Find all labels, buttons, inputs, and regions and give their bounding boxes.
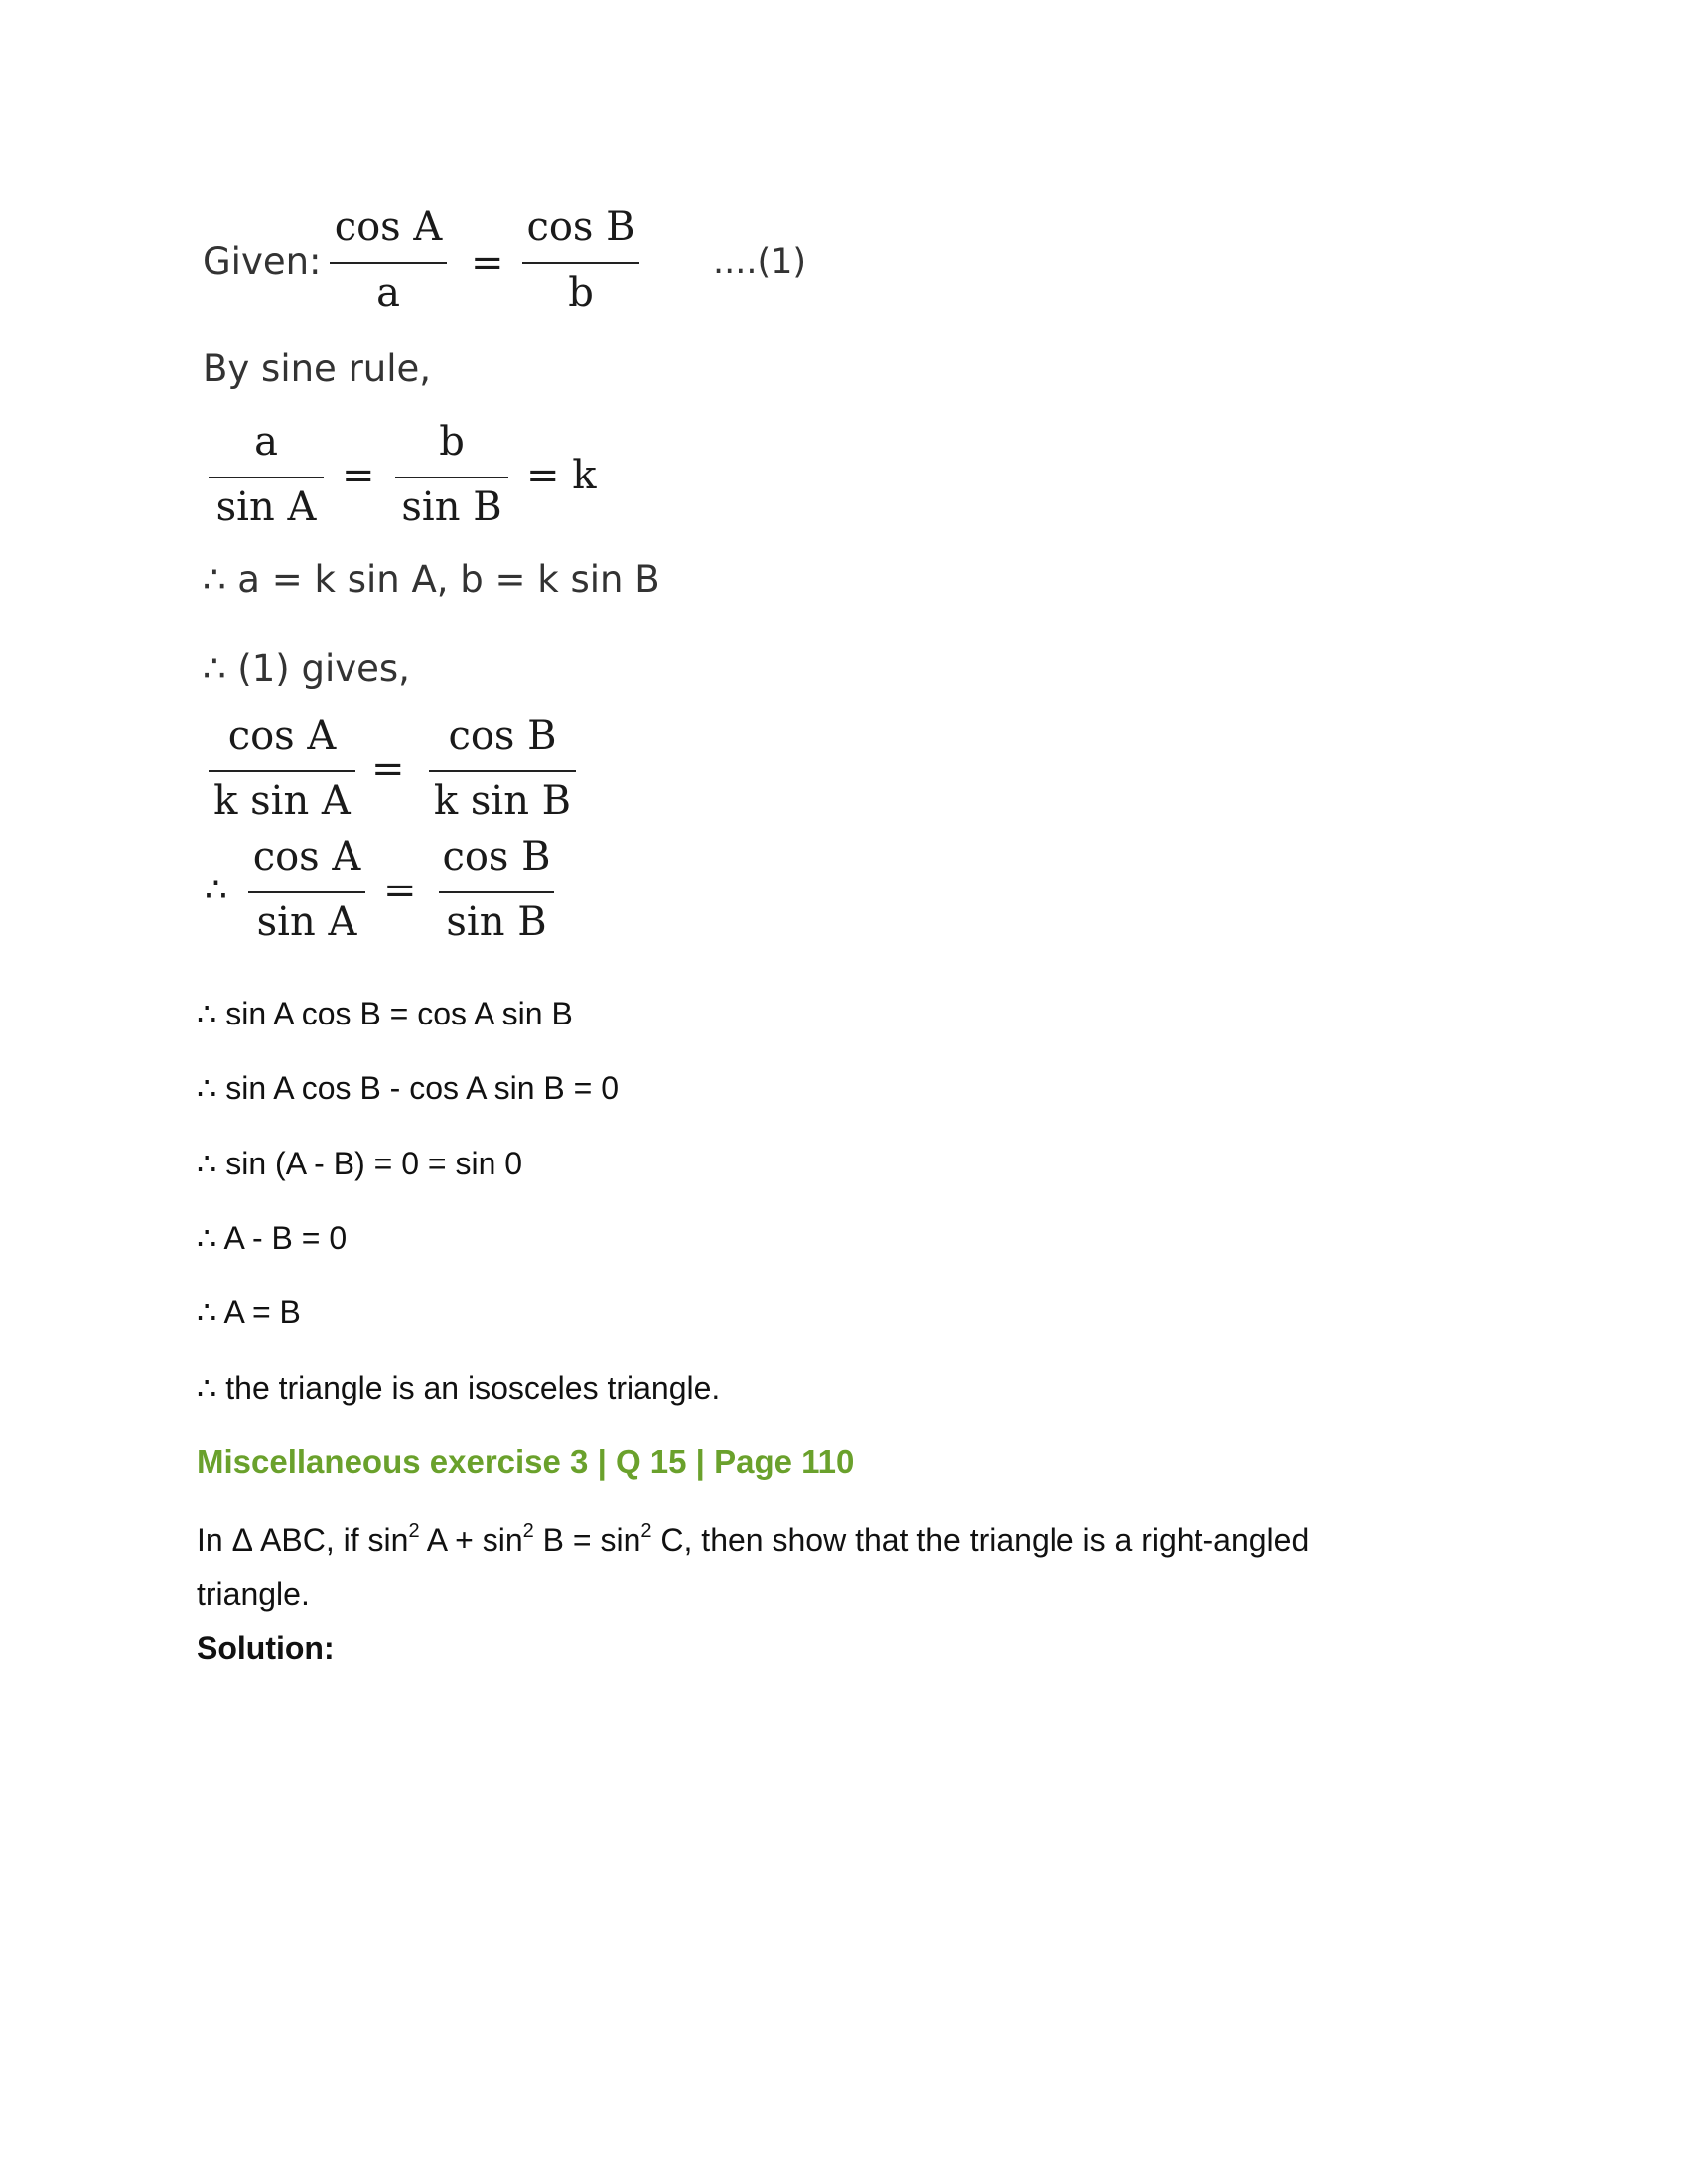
simple-fraction-right xyxy=(439,834,554,953)
step-line: ∴ A - B = 0 xyxy=(197,1220,348,1256)
step-line: ∴ sin A cos B - cos A sin B = 0 xyxy=(197,1070,620,1106)
step-line: ∴ A = B xyxy=(197,1295,301,1330)
question-text-continued: triangle. xyxy=(197,1576,310,1612)
k-fraction-left xyxy=(209,713,355,832)
fraction-numerator: cos B xyxy=(526,205,635,250)
fraction-denominator: k sin A xyxy=(213,778,351,824)
step-line: ∴ sin (A - B) = 0 = sin 0 xyxy=(197,1146,523,1181)
question-text xyxy=(197,1522,1309,1559)
equals-sign: = xyxy=(471,240,504,286)
fraction-bar xyxy=(209,477,324,478)
step-line: ∴ sin A cos B = cos A sin B xyxy=(197,996,573,1031)
fraction-denominator: sin B xyxy=(446,899,547,945)
given-fraction-right xyxy=(522,205,639,324)
sine-rule-intro: By sine rule, xyxy=(203,347,432,390)
question-part: In Δ ABC, if sin xyxy=(197,1522,409,1558)
superscript: 2 xyxy=(408,1520,420,1542)
fraction-bar xyxy=(248,891,365,893)
equals-sign: = xyxy=(371,747,405,792)
fraction-numerator: cos A xyxy=(227,713,337,758)
fraction-bar xyxy=(429,770,576,772)
fraction-bar xyxy=(330,262,447,264)
given-label: Given: xyxy=(203,240,322,283)
fraction-denominator: sin A xyxy=(256,899,357,945)
k-fraction-right xyxy=(429,713,576,832)
fraction-denominator: sin B xyxy=(401,484,502,530)
equation-reference: ....(1) xyxy=(713,242,807,282)
solution-label: Solution: xyxy=(197,1630,335,1666)
question-part: B = sin xyxy=(533,1522,641,1558)
fraction-denominator: sin A xyxy=(215,484,317,530)
fraction-denominator: b xyxy=(568,270,594,316)
simple-fraction-left xyxy=(248,834,365,953)
fraction-bar xyxy=(522,262,639,264)
fraction-numerator: cos A xyxy=(252,834,361,880)
sine-rule-fraction-b xyxy=(395,419,508,538)
fraction-denominator: a xyxy=(376,270,400,316)
superscript: 2 xyxy=(522,1520,534,1542)
sine-rule-fraction-a xyxy=(209,419,324,538)
equals-sign: = xyxy=(383,868,417,913)
step-1-gives: ∴ (1) gives, xyxy=(203,647,410,690)
fraction-denominator: k sin B xyxy=(433,778,572,824)
superscript: 2 xyxy=(640,1520,652,1542)
therefore-symbol: ∴ xyxy=(205,870,227,910)
equals-sign: = xyxy=(342,453,375,498)
fraction-bar xyxy=(395,477,508,478)
fraction-numerator: cos A xyxy=(334,205,443,250)
question-part: A + sin xyxy=(419,1522,523,1558)
fraction-numerator: cos B xyxy=(442,834,551,880)
equals-k: = k xyxy=(526,453,597,498)
fraction-numerator: b xyxy=(439,419,465,465)
fraction-bar xyxy=(439,891,554,893)
step-a-equals-k-sin-a: ∴ a = k sin A, b = k sin B xyxy=(203,558,660,601)
fraction-bar xyxy=(209,770,355,772)
question-part: C, then show that the triangle is a right-angled xyxy=(651,1522,1310,1558)
exercise-heading: Miscellaneous exercise 3 | Q 15 | Page 110 xyxy=(197,1443,855,1480)
fraction-numerator: cos B xyxy=(448,713,557,758)
conclusion-line: ∴ the triangle is an isosceles triangle. xyxy=(197,1370,721,1406)
given-fraction-left xyxy=(330,205,447,324)
fraction-numerator: a xyxy=(254,419,278,465)
